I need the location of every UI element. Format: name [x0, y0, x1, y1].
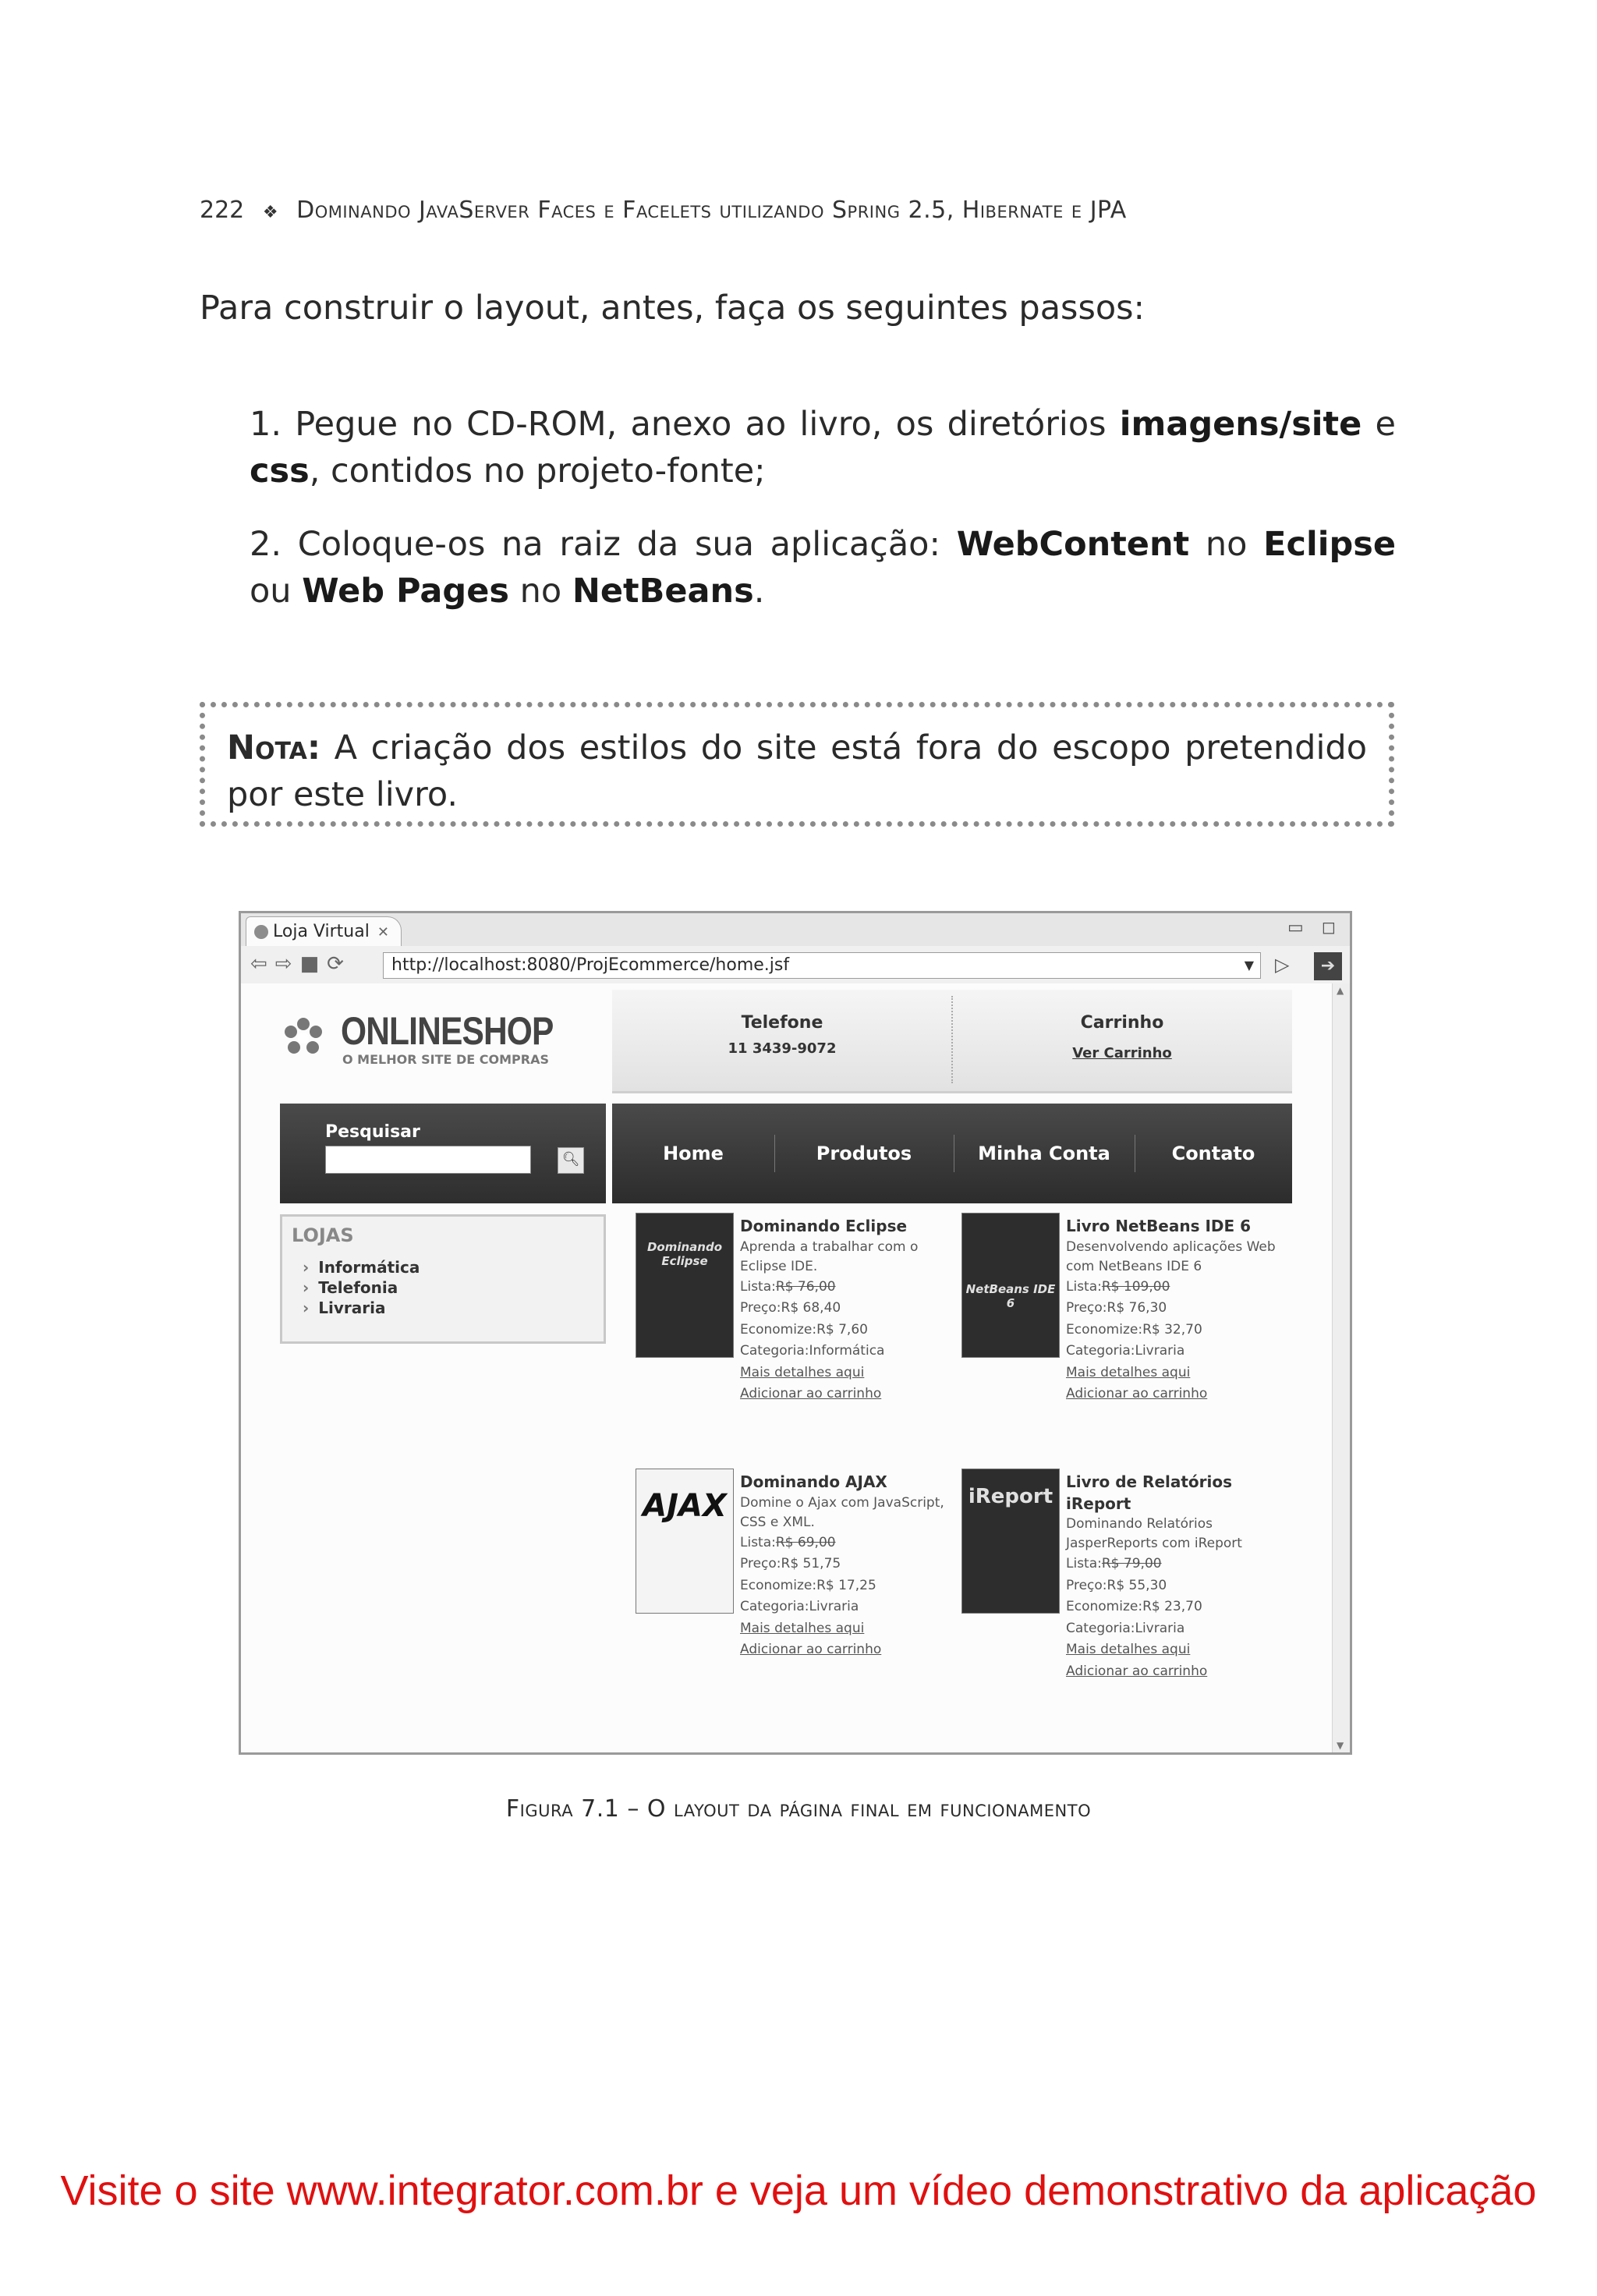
refresh-icon[interactable]: ⟳ — [327, 952, 352, 976]
product-card — [636, 1213, 963, 1423]
product-info — [740, 1472, 966, 1661]
category-row: Categoria:Livraria — [740, 1599, 859, 1614]
store-item[interactable]: › Informática — [303, 1257, 420, 1277]
cover-title: Dominando Eclipse — [646, 1240, 723, 1268]
details-link[interactable]: Mais detalhes aqui — [1066, 1642, 1191, 1657]
stores-title: LOJAS — [292, 1224, 354, 1246]
external-browser-icon[interactable]: ➔ — [1314, 952, 1342, 980]
details-link[interactable]: Mais detalhes aqui — [740, 1620, 865, 1636]
nav-buttons — [250, 952, 352, 976]
list-price: R$ 109,00 — [1101, 1278, 1170, 1295]
price-row: Preço:R$ 68,40 — [740, 1300, 841, 1316]
cover-title: iReport — [968, 1485, 1053, 1508]
running-header — [200, 197, 1127, 224]
savings-row: Economize:R$ 32,70 — [1066, 1321, 1202, 1338]
product-info — [1066, 1216, 1292, 1405]
nav-minha-conta[interactable]: Minha Conta — [978, 1143, 1110, 1164]
back-icon[interactable]: ⇦ — [250, 952, 275, 976]
add-to-cart-link[interactable]: Adicionar ao carrinho — [740, 1386, 882, 1401]
step-1-middle: e — [1375, 405, 1396, 444]
book-cover[interactable] — [961, 1469, 1060, 1614]
category-row: Categoria:Livraria — [1066, 1620, 1185, 1636]
step-1-text-after: , contidos no projeto-fonte; — [309, 452, 766, 491]
search-label: Pesquisar — [325, 1122, 420, 1142]
category: Livraria — [809, 1599, 859, 1614]
note-box — [200, 702, 1394, 827]
intro-paragraph: Para construir o layout, antes, faça os seguintes passos: — [200, 289, 1146, 328]
list-price: R$ 79,00 — [1101, 1556, 1162, 1571]
step-2-word-2: ou — [250, 572, 292, 611]
close-icon[interactable]: ✕ — [377, 924, 389, 941]
cover-title: AJAX — [643, 1488, 727, 1524]
savings: R$ 32,70 — [1142, 1321, 1202, 1338]
logo-name: ONLINESHOP — [341, 1009, 554, 1053]
savings-row: Economize:R$ 17,25 — [740, 1577, 876, 1593]
step-2-word-3: no — [519, 572, 562, 611]
step-2-bold-3: Web Pages — [302, 572, 509, 611]
stores-list — [303, 1257, 420, 1318]
tab-loja-virtual[interactable] — [246, 916, 402, 946]
category-row: Categoria:Informática — [740, 1343, 885, 1359]
category: Livraria — [1135, 1343, 1185, 1359]
editor-tab-bar — [241, 913, 1350, 947]
url-text: http://localhost:8080/ProjEcommerce/home.jsf — [391, 955, 790, 975]
product-description: Desenvolvendo aplicações Web com NetBeans IDE 6 — [1066, 1238, 1276, 1274]
product-title[interactable]: Dominando Eclipse — [740, 1217, 908, 1235]
savings: R$ 7,60 — [816, 1321, 868, 1338]
price-row: Preço:R$ 51,75 — [740, 1556, 841, 1571]
category: Livraria — [1135, 1620, 1185, 1636]
list-price: R$ 69,00 — [775, 1534, 836, 1550]
step-1-number: 1. — [250, 405, 282, 444]
cart-label: Carrinho — [1080, 1013, 1164, 1033]
logo-tagline: O MELHOR SITE DE COMPRAS — [342, 1052, 549, 1067]
contact-cart-bar — [612, 990, 1292, 1093]
site-logo[interactable] — [280, 1008, 554, 1079]
product-description: Domine o Ajax com JavaScript, CSS e XML. — [740, 1494, 944, 1530]
price: R$ 68,40 — [781, 1300, 841, 1316]
vertical-scrollbar[interactable] — [1332, 983, 1350, 1752]
product-card — [636, 1469, 963, 1679]
nav-home[interactable]: Home — [663, 1143, 724, 1164]
details-link[interactable]: Mais detalhes aqui — [1066, 1364, 1191, 1380]
step-2-bold-4: NetBeans — [572, 572, 754, 611]
phone-label: Telefone — [741, 1013, 823, 1033]
price: R$ 76,30 — [1107, 1300, 1167, 1316]
list-price: R$ 76,00 — [775, 1278, 836, 1295]
chevron-down-icon[interactable]: ▼ — [1244, 958, 1254, 973]
scroll-down-icon[interactable]: ▼ — [1337, 1740, 1344, 1751]
stop-icon[interactable]: ■ — [299, 952, 328, 976]
product-title[interactable]: Livro NetBeans IDE 6 — [1066, 1217, 1252, 1235]
savings-row: Economize:R$ 7,60 — [740, 1321, 868, 1338]
browser-screenshot — [239, 911, 1352, 1755]
add-to-cart-link[interactable]: Adicionar ao carrinho — [1066, 1663, 1208, 1679]
price: R$ 55,30 — [1107, 1577, 1167, 1593]
search-input[interactable] — [325, 1146, 531, 1174]
product-description: Aprenda a trabalhar com o Eclipse IDE. — [740, 1238, 919, 1274]
savings-row: Economize:R$ 23,70 — [1066, 1599, 1202, 1614]
product-info — [1066, 1472, 1292, 1682]
details-link[interactable]: Mais detalhes aqui — [740, 1364, 865, 1380]
list-price-row: Lista:R$ 69,00 — [740, 1534, 836, 1550]
phone-number: 11 3439-9072 — [728, 1040, 837, 1057]
book-cover[interactable] — [961, 1213, 1060, 1358]
product-info — [740, 1216, 966, 1405]
search-panel — [280, 1104, 606, 1203]
savings: R$ 23,70 — [1142, 1599, 1202, 1614]
savings: R$ 17,25 — [816, 1577, 876, 1593]
web-viewport — [241, 983, 1350, 1752]
step-2-end: . — [753, 572, 765, 611]
diamond-bullet-icon: ❖ — [262, 203, 278, 222]
cart-section — [952, 1013, 1292, 1061]
list-price-row: Lista:R$ 109,00 — [1066, 1278, 1170, 1295]
note-text: A criação dos estilos do site está fora do escopo pretendido por este livro. — [227, 728, 1367, 814]
address-bar[interactable] — [383, 952, 1261, 979]
tab-title: Loja Virtual — [273, 922, 370, 941]
step-1-text-before: Pegue no CD-ROM, anexo ao livro, os diretórios — [295, 405, 1107, 444]
category: Informática — [809, 1343, 885, 1359]
figure-caption: Figura 7.1 – O layout da página final em funcionamento — [505, 1795, 1092, 1823]
step-1-bold-1: imagens/site — [1119, 405, 1362, 444]
product-card — [961, 1469, 1289, 1679]
step-2-number: 2. — [250, 525, 282, 564]
product-title[interactable]: Livro de Relatórios iReport — [1066, 1472, 1233, 1513]
step-1-bold-2: css — [250, 452, 310, 491]
book-cover[interactable] — [636, 1213, 734, 1358]
product-description: Dominando Relatórios JasperReports com iReport — [1066, 1516, 1242, 1551]
price-row: Preço:R$ 76,30 — [1066, 1300, 1167, 1316]
browser-toolbar — [241, 946, 1350, 984]
price-row: Preço:R$ 55,30 — [1066, 1577, 1167, 1593]
window-controls[interactable]: ▭ ◻ — [1287, 918, 1342, 937]
book-cover[interactable] — [636, 1469, 734, 1614]
step-2 — [250, 521, 1396, 615]
globe-icon — [254, 925, 268, 939]
store-item[interactable]: › Livraria — [303, 1298, 420, 1318]
promo-banner: Visite o site www.integrator.com.br e veja um vídeo demonstrativo da aplicação — [60, 2167, 1537, 2214]
view-cart-link[interactable]: Ver Carrinho — [1072, 1045, 1172, 1061]
add-to-cart-link[interactable]: Adicionar ao carrinho — [1066, 1386, 1208, 1401]
step-2-word-1: no — [1205, 525, 1248, 564]
search-icon[interactable]: 🔍︎ — [558, 1147, 584, 1174]
add-to-cart-link[interactable]: Adicionar ao carrinho — [740, 1642, 882, 1657]
flower-logo-icon — [280, 1015, 327, 1061]
step-2-bold-1: WebContent — [956, 525, 1190, 564]
step-2-bold-2: Eclipse — [1263, 525, 1396, 564]
store-item[interactable]: › Telefonia — [303, 1277, 420, 1298]
forward-icon[interactable]: ⇨ — [274, 952, 300, 976]
cover-title: NetBeans IDE 6 — [965, 1282, 1056, 1310]
page-number: 222 — [200, 197, 245, 224]
note-label: Nota: — [227, 728, 321, 767]
product-title[interactable]: Dominando AJAX — [740, 1472, 887, 1491]
step-2-text-before: Coloque-os na raiz da sua aplicação: — [297, 525, 940, 564]
price: R$ 51,75 — [781, 1556, 841, 1571]
list-price-row: Lista:R$ 79,00 — [1066, 1556, 1162, 1571]
product-card — [961, 1213, 1289, 1423]
stores-panel — [280, 1214, 606, 1344]
main-nav — [612, 1104, 1292, 1203]
category-row: Categoria:Livraria — [1066, 1343, 1185, 1359]
phone-section — [612, 1013, 952, 1057]
scroll-up-icon[interactable]: ▲ — [1337, 985, 1344, 996]
step-1 — [250, 401, 1396, 494]
nav-produtos[interactable]: Produtos — [816, 1143, 912, 1164]
nav-contato[interactable]: Contato — [1171, 1143, 1255, 1164]
go-icon[interactable]: ▷ — [1275, 954, 1290, 976]
list-price-row: Lista:R$ 76,00 — [740, 1278, 836, 1295]
book-title: Dominando JavaServer Faces e Facelets utilizando Spring 2.5, Hibernate e JPA — [296, 197, 1127, 224]
